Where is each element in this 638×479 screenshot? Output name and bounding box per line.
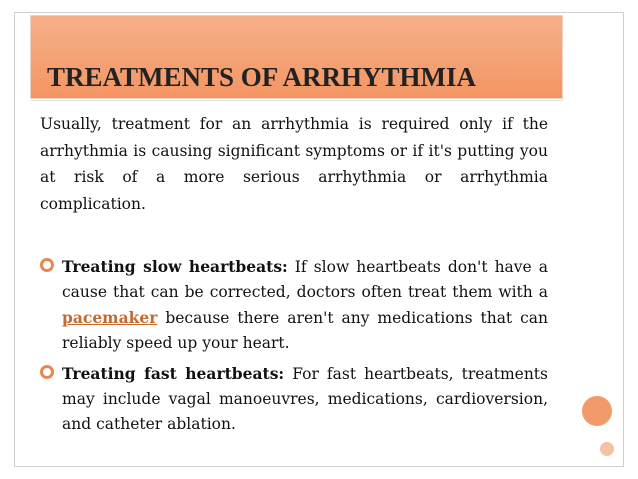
intro-paragraph: Usually, treatment for an arrhythmia is required only if the arrhythmia is causing significant symptoms or if it's putting you at risk of a more serious arrhythmia or arrhythmia complication. [40, 115, 548, 213]
pacemaker-link[interactable]: pacemaker [62, 308, 158, 327]
decorative-circle-small [600, 442, 614, 456]
bullet-circle-icon [40, 365, 54, 379]
bullet-circle-icon [40, 258, 54, 272]
bullet-text [62, 361, 548, 437]
slide-title: TREATMENTS OF ARRHYTHMIA [47, 62, 477, 92]
bullet-lead: Treating slow heartbeats: [62, 257, 288, 276]
bullet-body-before: If slow heartbeats don't have a cause that can be corrected, doctors often treat them with a [62, 258, 548, 301]
bullet-body-after: because there aren't any medications that can reliably speed up your heart. [62, 309, 548, 352]
bullet-lead: Treating fast heartbeats: [62, 364, 285, 383]
title-divider [30, 100, 563, 101]
bullet-body: For fast heartbeats, treatments may include vagal manoeuvres, medications, cardioversion, and catheter ablation. [62, 365, 548, 433]
bullet-fast-heartbeats [40, 361, 548, 437]
bullet-text [62, 254, 548, 356]
decorative-circle-large [582, 396, 612, 426]
bullet-slow-heartbeats [40, 254, 548, 356]
